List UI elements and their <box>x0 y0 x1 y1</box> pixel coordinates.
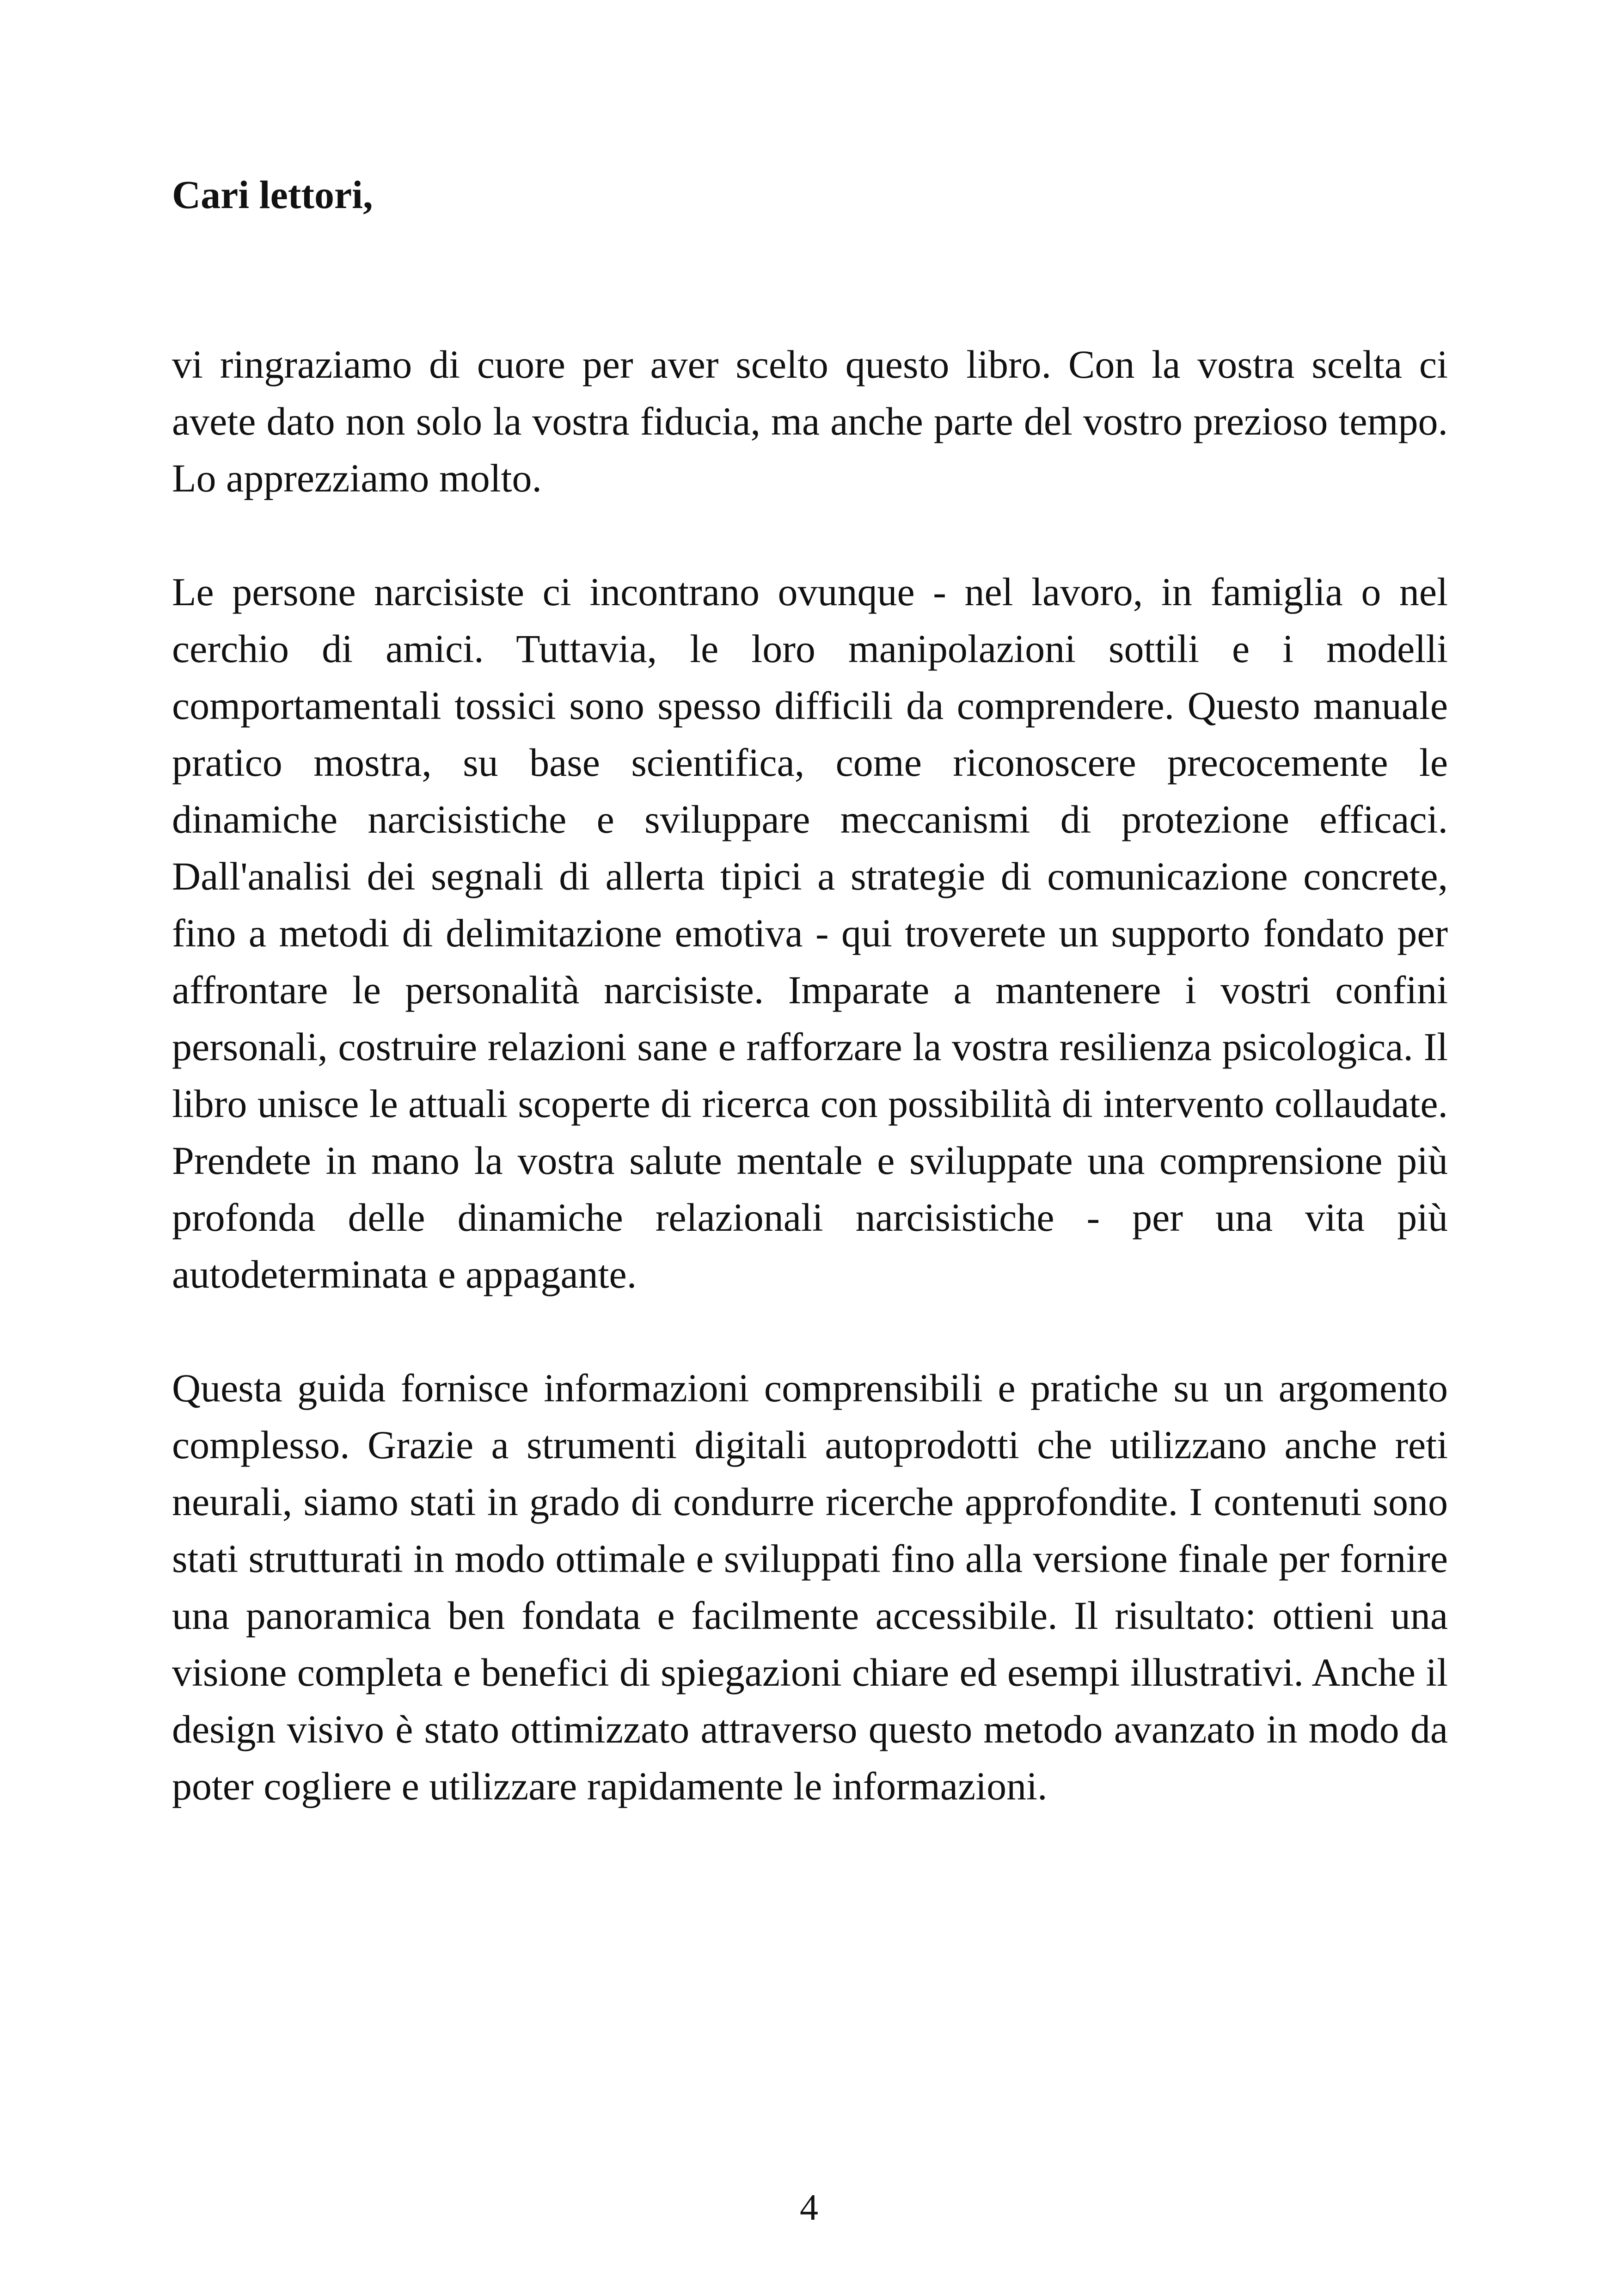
paragraph-thanks: vi ringraziamo di cuore per aver scelto questo libro. Con la vostra scelta ci avete dato non solo la vostra fiducia, ma anche parte del vostro prezioso tempo. Lo apprezziamo molto. <box>172 342 1448 500</box>
letter-body <box>172 336 1448 1815</box>
paragraph-book-description: Le persone narcisiste ci incontrano ovunque - nel lavoro, in famiglia o nel cerchio di amici. Tuttavia, le loro manipolazioni sottili e i modelli comportamentali tossici sono spesso difficili da comprendere. Questo manuale pratico mostra, su base scientifica, come riconoscere precocemente le dinamiche narcisistiche e sviluppare meccanismi di protezione efficaci. Dall'analisi dei segnali di allerta tipici a strategie di comunicazione concrete, fino a metodi di delimitazione emotiva - qui troverete un supporto fondato per affrontare le personalità narcisiste. Imparate a mantenere i vostri confini personali, costruire relazioni sane e rafforzare la vostra resilienza psicologica. Il libro unisce le attuali scoperte di ricerca con possibilità di intervento collaudate. Prendete in mano la vostra salute mentale e sviluppate una comprensione più profonda delle dinamiche relazionali narcisistiche - per una vita più autodeterminata e appagante. <box>172 570 1448 1296</box>
paragraph-research-method: Questa guida fornisce informazioni comprensibili e pratiche su un argomento complesso. Grazie a strumenti digitali autoprodotti che utilizzano anche reti neurali, siamo stati in grado di condurre ricerche approfondite. I contenuti sono stati strutturati in modo ottimale e sviluppati fino alla versione finale per fornire una panoramica ben fondata e facilmente accessibile. Il risultato: ottieni una visione completa e benefici di spiegazioni chiare ed esempi illustrativi. Anche il design visivo è stato ottimizzato attraverso questo metodo avanzato in modo da poter cogliere e utilizzare rapidamente le informazioni. <box>172 1366 1448 1808</box>
page-number: 4 <box>800 2187 818 2228</box>
letter-greeting: Cari lettori, <box>172 172 373 217</box>
